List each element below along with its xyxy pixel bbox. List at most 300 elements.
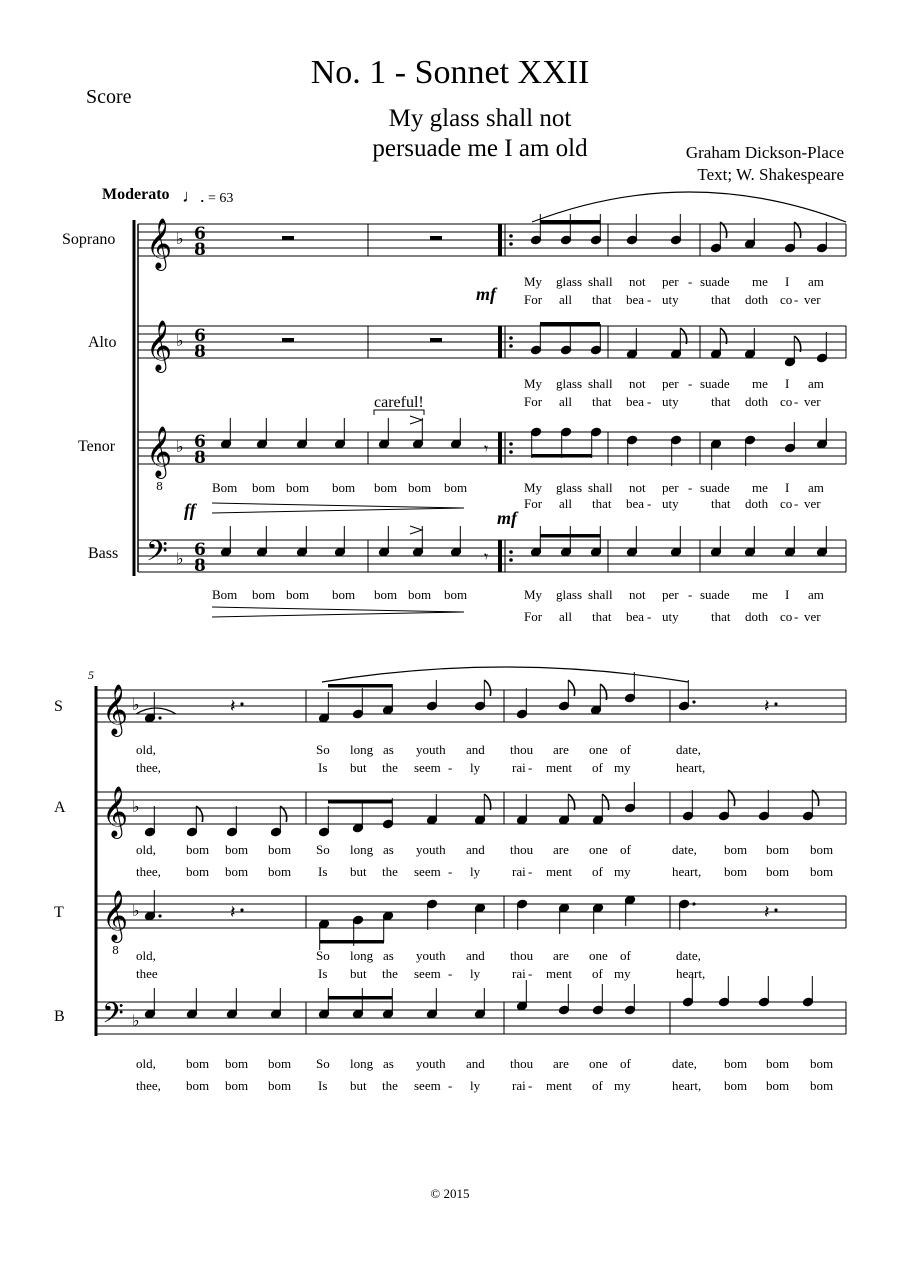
lyric-soprano-v2: ver bbox=[804, 292, 821, 307]
lyric-s2-bass-v2: - bbox=[528, 1078, 533, 1093]
lyric-s2-alto-v2: bom bbox=[186, 864, 210, 879]
slur bbox=[532, 192, 846, 222]
lyric-s2-tenor-v1: as bbox=[383, 948, 394, 963]
lyric-s2-soprano-v2: ly bbox=[470, 760, 481, 775]
treble-clef-icon: 𝄞 bbox=[102, 684, 129, 735]
lyric-s2-alto-v1: So bbox=[316, 842, 330, 857]
lyric-soprano-v1: suade bbox=[700, 274, 730, 289]
repeat-dot bbox=[509, 336, 513, 340]
lyric-tenor-v1: shall bbox=[588, 480, 613, 495]
lyric-s2-alto-v1: bom bbox=[225, 842, 249, 857]
lyric-s2-bass-v1: bom bbox=[268, 1056, 292, 1071]
key-flat-icon: ♭ bbox=[176, 549, 184, 568]
lyric-soprano-v1: shall bbox=[588, 274, 613, 289]
lyric-s2-bass-v1: thou bbox=[510, 1056, 534, 1071]
lyric-s2-tenor-v1: date, bbox=[676, 948, 701, 963]
lyric-bass-v1: glass bbox=[556, 587, 582, 602]
lyric-s2-soprano-v1: youth bbox=[416, 742, 446, 757]
lyric-soprano-v2: that bbox=[711, 292, 731, 307]
lyric-s2-tenor-v2: - bbox=[528, 966, 533, 981]
copyright-notice: © 2015 bbox=[430, 1186, 470, 1201]
lyric-s2-soprano-v1: long bbox=[350, 742, 374, 757]
lyric-tenor-v2: ver bbox=[804, 496, 821, 511]
decrescendo-hairpin bbox=[212, 508, 464, 513]
lyric-alto-v2: - bbox=[647, 394, 652, 409]
lyric-bass-v2: bea bbox=[626, 609, 645, 624]
lyric-s2-alto-v2: my bbox=[614, 864, 631, 879]
dynamic-ff-tenor: ff bbox=[184, 500, 196, 520]
lyric-tenor-bom: Bom bbox=[212, 480, 238, 495]
lyric-s2-tenor-v2: my bbox=[614, 966, 631, 981]
lyric-s2-alto-v1: old, bbox=[136, 842, 156, 857]
lyric-s2-bass-v2: bom bbox=[724, 1078, 748, 1093]
lyric-s2-bass-v1: bom bbox=[186, 1056, 210, 1071]
lyric-alto-v1: me bbox=[752, 376, 768, 391]
voice-label-bass: Bass bbox=[88, 545, 119, 562]
lyric-tenor-v1: My bbox=[524, 480, 543, 495]
lyric-soprano-v1: am bbox=[808, 274, 824, 289]
lyric-s2-soprano-v1: and bbox=[466, 742, 485, 757]
lyric-s2-alto-v2: Is bbox=[318, 864, 328, 879]
lyric-s2-bass-v1: bom bbox=[225, 1056, 249, 1071]
lyric-tenor-v1: glass bbox=[556, 480, 582, 495]
lyric-alto-v2: that bbox=[592, 394, 612, 409]
lyric-s2-tenor-v1: of bbox=[620, 948, 631, 963]
lyric-s2-bass-v1: So bbox=[316, 1056, 330, 1071]
lyric-bass-bom: bom bbox=[286, 587, 310, 602]
note-beam bbox=[540, 322, 600, 326]
treble-clef-icon: 𝄞 bbox=[146, 218, 173, 269]
decrescendo-hairpin bbox=[212, 503, 464, 508]
subtitle-line-1: My glass shall not bbox=[388, 105, 572, 132]
lyric-s2-bass-v1: are bbox=[553, 1056, 569, 1071]
lyric-s2-tenor-v2: of bbox=[592, 966, 603, 981]
lyric-bass-v2: uty bbox=[662, 609, 679, 624]
lyric-bass-v2: all bbox=[559, 609, 572, 624]
lyric-soprano-v2: that bbox=[592, 292, 612, 307]
lyric-s2-bass-v1: bom bbox=[766, 1056, 790, 1071]
lyric-s2-soprano-v1: So bbox=[316, 742, 330, 757]
lyric-s2-soprano-v2: of bbox=[592, 760, 603, 775]
lyric-s2-bass-v2: the bbox=[382, 1078, 398, 1093]
lyric-s2-soprano-v2: but bbox=[350, 760, 367, 775]
time-sig-bottom: 8 bbox=[194, 448, 206, 468]
lyric-bass-v2: that bbox=[592, 609, 612, 624]
lyric-s2-bass-v2: - bbox=[448, 1078, 453, 1093]
key-flat-icon: ♭ bbox=[176, 331, 184, 350]
decrescendo-hairpin bbox=[212, 612, 464, 617]
lyric-s2-alto-v2: seem bbox=[414, 864, 441, 879]
augmentation-dot bbox=[692, 902, 695, 905]
lyric-s2-soprano-v1: thou bbox=[510, 742, 534, 757]
lyric-bass-bom: bom bbox=[444, 587, 468, 602]
quarter-rest-icon: 𝄽 bbox=[230, 696, 236, 717]
key-flat-icon: ♭ bbox=[132, 1011, 140, 1030]
voice-label-t: T bbox=[54, 904, 64, 921]
lyric-s2-tenor-v1: and bbox=[466, 948, 485, 963]
lyric-soprano-v2: For bbox=[524, 292, 543, 307]
lyric-s2-alto-v2: heart, bbox=[672, 864, 702, 879]
lyric-alto-v1: My bbox=[524, 376, 543, 391]
lyric-s2-bass-v1: youth bbox=[416, 1056, 446, 1071]
treble-clef-icon: 𝄞 bbox=[102, 890, 129, 941]
note-beam bbox=[540, 220, 600, 224]
lyric-bass-v2: For bbox=[524, 609, 543, 624]
lyric-s2-soprano-v1: of bbox=[620, 742, 631, 757]
lyric-bass-v2: - bbox=[647, 609, 652, 624]
lyric-s2-tenor-v2: Is bbox=[318, 966, 328, 981]
measure-number: 5 bbox=[88, 668, 94, 682]
note-flag bbox=[568, 680, 574, 696]
lyric-alto-v1: I bbox=[785, 376, 790, 391]
lyric-alto-v1: - bbox=[688, 376, 693, 391]
lyric-soprano-v2: doth bbox=[745, 292, 769, 307]
note-flag bbox=[484, 680, 490, 696]
lyric-s2-bass-v2: bom bbox=[810, 1078, 834, 1093]
whole-rest-icon bbox=[430, 338, 442, 342]
lyric-s2-soprano-v2: thee, bbox=[136, 760, 161, 775]
repeat-dot bbox=[509, 550, 513, 554]
lyric-s2-tenor-v2: but bbox=[350, 966, 367, 981]
lyric-tenor-v1: me bbox=[752, 480, 768, 495]
key-flat-icon: ♭ bbox=[176, 437, 184, 456]
repeat-dot bbox=[509, 234, 513, 238]
lyric-s2-soprano-v1: date, bbox=[676, 742, 701, 757]
lyric-s2-bass-v1: old, bbox=[136, 1056, 156, 1071]
lyric-s2-tenor-v2: ment bbox=[546, 966, 572, 981]
note-beam bbox=[328, 996, 392, 1000]
lyric-s2-alto-v2: - bbox=[448, 864, 453, 879]
lyric-bass-bom: bom bbox=[332, 587, 356, 602]
lyric-s2-alto-v2: of bbox=[592, 864, 603, 879]
time-sig-top: 6 bbox=[194, 326, 206, 346]
page-title: No. 1 - Sonnet XXII bbox=[310, 54, 590, 91]
key-flat-icon: ♭ bbox=[132, 797, 140, 816]
lyric-s2-bass-v2: bom bbox=[186, 1078, 210, 1093]
lyric-s2-soprano-v1: old, bbox=[136, 742, 156, 757]
augmentation-dot bbox=[240, 702, 243, 705]
lyric-tenor-v2: co bbox=[780, 496, 793, 511]
lyric-s2-tenor-v2: - bbox=[448, 966, 453, 981]
lyric-soprano-v1: me bbox=[752, 274, 768, 289]
lyric-soprano-v2: bea bbox=[626, 292, 645, 307]
whole-rest-icon bbox=[430, 236, 442, 240]
note-beam bbox=[540, 534, 600, 538]
lyric-alto-v1: glass bbox=[556, 376, 582, 391]
repeat-dot bbox=[509, 442, 513, 446]
lyric-s2-alto-v2: - bbox=[528, 864, 533, 879]
augmentation-dot bbox=[158, 914, 161, 917]
lyric-s2-alto-v2: ly bbox=[470, 864, 481, 879]
lyric-s2-bass-v1: as bbox=[383, 1056, 394, 1071]
lyric-s2-alto-v2: rai bbox=[512, 864, 526, 879]
lyric-s2-tenor-v2: rai bbox=[512, 966, 526, 981]
quarter-rest-icon: 𝄽 bbox=[764, 696, 770, 717]
annotation-bracket bbox=[374, 410, 424, 415]
lyric-s2-tenor-v2: thee bbox=[136, 966, 158, 981]
lyric-s2-alto-v2: the bbox=[382, 864, 398, 879]
lyric-s2-bass-v2: of bbox=[592, 1078, 603, 1093]
lyric-tenor-v1: - bbox=[688, 480, 693, 495]
time-sig-top: 6 bbox=[194, 432, 206, 452]
slur bbox=[136, 708, 176, 714]
lyric-soprano-v1: not bbox=[629, 274, 646, 289]
lyric-soprano-v1: - bbox=[688, 274, 693, 289]
lyric-s2-soprano-v1: one bbox=[589, 742, 608, 757]
lyric-bass-bom: bom bbox=[252, 587, 276, 602]
note-beam bbox=[328, 684, 392, 688]
dotted-quarter-icon: ♩. bbox=[182, 186, 205, 206]
performance-annotation: careful! bbox=[374, 394, 424, 411]
whole-rest-icon bbox=[282, 236, 294, 240]
voice-label-alto: Alto bbox=[88, 334, 117, 351]
lyric-s2-bass-v2: ment bbox=[546, 1078, 572, 1093]
eighth-rest-icon: 𝄾 bbox=[484, 439, 489, 458]
repeat-thick-bar bbox=[498, 326, 502, 358]
lyric-s2-alto-v2: bom bbox=[225, 864, 249, 879]
lyric-s2-bass-v1: of bbox=[620, 1056, 631, 1071]
voice-label-b: B bbox=[54, 1008, 65, 1025]
augmentation-dot bbox=[240, 908, 243, 911]
lyric-s2-tenor-v1: thou bbox=[510, 948, 534, 963]
lyric-s2-tenor-v2: ly bbox=[470, 966, 481, 981]
lyric-s2-soprano-v2: heart, bbox=[676, 760, 706, 775]
lyric-bass-v2: doth bbox=[745, 609, 769, 624]
lyric-s2-soprano-v2: - bbox=[528, 760, 533, 775]
lyric-tenor-bom: bom bbox=[408, 480, 432, 495]
dynamic-mf-tenor: mf bbox=[497, 508, 517, 528]
treble-clef-icon: 𝄞 bbox=[102, 786, 129, 837]
lyric-s2-alto-v1: one bbox=[589, 842, 608, 857]
lyric-alto-v1: not bbox=[629, 376, 646, 391]
lyric-tenor-v2: - bbox=[647, 496, 652, 511]
lyric-tenor-v1: am bbox=[808, 480, 824, 495]
key-flat-icon: ♭ bbox=[132, 901, 140, 920]
augmentation-dot bbox=[774, 908, 777, 911]
eighth-rest-icon: 𝄾 bbox=[484, 547, 489, 566]
decrescendo-hairpin bbox=[212, 607, 464, 612]
lyric-s2-alto-v1: long bbox=[350, 842, 374, 857]
accent-mark bbox=[410, 526, 422, 534]
augmentation-dot bbox=[692, 700, 695, 703]
lyric-soprano-v1: I bbox=[785, 274, 790, 289]
lyric-s2-soprano-v2: ment bbox=[546, 760, 572, 775]
lyric-s2-tenor-v1: So bbox=[316, 948, 330, 963]
lyric-s2-soprano-v2: the bbox=[382, 760, 398, 775]
key-flat-icon: ♭ bbox=[176, 229, 184, 248]
time-sig-bottom: 8 bbox=[194, 342, 206, 362]
repeat-dot bbox=[509, 344, 513, 348]
lyric-tenor-v1: suade bbox=[700, 480, 730, 495]
lyric-s2-soprano-v2: seem bbox=[414, 760, 441, 775]
lyric-alto-v2: bea bbox=[626, 394, 645, 409]
lyric-soprano-v1: glass bbox=[556, 274, 582, 289]
lyric-bass-v1: suade bbox=[700, 587, 730, 602]
lyric-s2-soprano-v2: my bbox=[614, 760, 631, 775]
lyric-s2-tenor-v1: old, bbox=[136, 948, 156, 963]
lyric-alto-v1: per bbox=[662, 376, 679, 391]
lyric-bass-v1: am bbox=[808, 587, 824, 602]
note-beam bbox=[320, 940, 384, 944]
lyric-s2-bass-v2: thee, bbox=[136, 1078, 161, 1093]
bass-clef-icon: 𝄢 bbox=[102, 997, 124, 1037]
lyric-s2-alto-v1: bom bbox=[766, 842, 790, 857]
lyric-s2-bass-v1: one bbox=[589, 1056, 608, 1071]
lyric-s2-soprano-v2: Is bbox=[318, 760, 328, 775]
lyric-tenor-v2: all bbox=[559, 496, 572, 511]
lyric-s2-bass-v1: bom bbox=[724, 1056, 748, 1071]
lyric-s2-bass-v1: date, bbox=[672, 1056, 697, 1071]
key-flat-icon: ♭ bbox=[132, 695, 140, 714]
lyric-s2-bass-v2: seem bbox=[414, 1078, 441, 1093]
lyric-s2-alto-v1: as bbox=[383, 842, 394, 857]
lyric-alto-v2: uty bbox=[662, 394, 679, 409]
whole-rest-icon bbox=[282, 338, 294, 342]
repeat-dot bbox=[509, 242, 513, 246]
time-sig-top: 6 bbox=[194, 540, 206, 560]
lyric-bass-v1: not bbox=[629, 587, 646, 602]
lyric-s2-bass-v1: and bbox=[466, 1056, 485, 1071]
lyric-s2-alto-v2: ment bbox=[546, 864, 572, 879]
voice-label-a: A bbox=[54, 799, 66, 816]
quarter-rest-icon: 𝄽 bbox=[764, 902, 770, 923]
bass-clef-icon: 𝄢 bbox=[146, 535, 168, 575]
lyric-bass-v1: per bbox=[662, 587, 679, 602]
lyric-alto-v2: co bbox=[780, 394, 793, 409]
lyric-bass-v1: shall bbox=[588, 587, 613, 602]
lyric-bass-v1: I bbox=[785, 587, 790, 602]
time-sig-top: 6 bbox=[194, 224, 206, 244]
lyric-s2-alto-v1: thou bbox=[510, 842, 534, 857]
accent-mark bbox=[410, 416, 422, 424]
lyric-s2-bass-v1: bom bbox=[810, 1056, 834, 1071]
lyric-s2-alto-v2: thee, bbox=[136, 864, 161, 879]
repeat-dot bbox=[509, 558, 513, 562]
lyric-s2-soprano-v1: as bbox=[383, 742, 394, 757]
lyric-s2-tenor-v1: are bbox=[553, 948, 569, 963]
tempo-bpm: = 63 bbox=[208, 191, 234, 206]
lyric-s2-tenor-v2: the bbox=[382, 966, 398, 981]
time-sig-bottom: 8 bbox=[194, 556, 206, 576]
voice-label-s: S bbox=[54, 698, 63, 715]
lyric-s2-alto-v1: bom bbox=[268, 842, 292, 857]
note-beam bbox=[328, 800, 392, 804]
lyric-s2-bass-v2: bom bbox=[766, 1078, 790, 1093]
lyric-tenor-v1: per bbox=[662, 480, 679, 495]
lyric-tenor-v2: that bbox=[711, 496, 731, 511]
lyric-s2-bass-v2: my bbox=[614, 1078, 631, 1093]
lyric-tenor-v1: I bbox=[785, 480, 790, 495]
subtitle-line-2: persuade me I am old bbox=[372, 135, 588, 162]
dynamic-mf-soprano: mf bbox=[476, 284, 496, 304]
lyric-s2-tenor-v2: seem bbox=[414, 966, 441, 981]
lyric-s2-alto-v1: bom bbox=[724, 842, 748, 857]
lyric-tenor-bom: bom bbox=[374, 480, 398, 495]
lyric-bass-v1: My bbox=[524, 587, 543, 602]
lyric-s2-tenor-v2: heart, bbox=[676, 966, 706, 981]
lyric-tenor-bom: bom bbox=[252, 480, 276, 495]
lyric-soprano-v2: uty bbox=[662, 292, 679, 307]
lyric-bass-v1: me bbox=[752, 587, 768, 602]
lyric-s2-alto-v1: and bbox=[466, 842, 485, 857]
lyric-s2-bass-v2: bom bbox=[268, 1078, 292, 1093]
text-credit: Text; W. Shakespeare bbox=[697, 165, 844, 184]
lyric-bass-bom: Bom bbox=[212, 587, 238, 602]
voice-label-tenor: Tenor bbox=[78, 438, 116, 455]
lyric-soprano-v2: - bbox=[647, 292, 652, 307]
lyric-bass-bom: bom bbox=[374, 587, 398, 602]
lyric-alto-v2: doth bbox=[745, 394, 769, 409]
lyric-s2-bass-v2: but bbox=[350, 1078, 367, 1093]
lyric-s2-alto-v1: date, bbox=[672, 842, 697, 857]
lyric-s2-tenor-v1: youth bbox=[416, 948, 446, 963]
lyric-s2-bass-v1: long bbox=[350, 1056, 374, 1071]
lyric-s2-alto-v1: bom bbox=[186, 842, 210, 857]
lyric-soprano-v2: - bbox=[794, 292, 799, 307]
lyric-bass-v2: - bbox=[794, 609, 799, 624]
voice-label-soprano: Soprano bbox=[62, 231, 116, 248]
repeat-dot bbox=[509, 450, 513, 454]
lyric-s2-alto-v2: bom bbox=[766, 864, 790, 879]
tenor-8-marker: 8 bbox=[112, 944, 119, 957]
lyric-bass-v2: ver bbox=[804, 609, 821, 624]
augmentation-dot bbox=[774, 702, 777, 705]
lyric-s2-soprano-v2: - bbox=[448, 760, 453, 775]
lyric-s2-alto-v2: bom bbox=[810, 864, 834, 879]
lyric-tenor-bom: bom bbox=[332, 480, 356, 495]
lyric-soprano-v2: all bbox=[559, 292, 572, 307]
lyric-alto-v2: that bbox=[711, 394, 731, 409]
lyric-s2-bass-v2: rai bbox=[512, 1078, 526, 1093]
lyric-alto-v2: For bbox=[524, 394, 543, 409]
lyric-bass-v1: - bbox=[688, 587, 693, 602]
composer-name: Graham Dickson-Place bbox=[685, 143, 844, 162]
lyric-s2-bass-v2: bom bbox=[225, 1078, 249, 1093]
lyric-tenor-bom: bom bbox=[444, 480, 468, 495]
lyric-s2-tenor-v1: one bbox=[589, 948, 608, 963]
lyric-s2-alto-v2: but bbox=[350, 864, 367, 879]
lyric-tenor-v2: doth bbox=[745, 496, 769, 511]
score-label: Score bbox=[86, 86, 132, 108]
time-sig-bottom: 8 bbox=[194, 240, 206, 260]
lyric-tenor-v2: For bbox=[524, 496, 543, 511]
lyric-soprano-v1: per bbox=[662, 274, 679, 289]
lyric-soprano-v2: co bbox=[780, 292, 793, 307]
lyric-tenor-v2: bea bbox=[626, 496, 645, 511]
lyric-alto-v2: - bbox=[794, 394, 799, 409]
note-beam bbox=[532, 454, 592, 458]
augmentation-dot bbox=[158, 716, 161, 719]
lyric-bass-v2: that bbox=[711, 609, 731, 624]
lyric-soprano-v1: My bbox=[524, 274, 543, 289]
lyric-s2-alto-v1: bom bbox=[810, 842, 834, 857]
treble-clef-icon: 𝄞 bbox=[146, 426, 173, 477]
lyric-s2-soprano-v1: are bbox=[553, 742, 569, 757]
lyric-s2-alto-v2: bom bbox=[724, 864, 748, 879]
tempo-marking: Moderato bbox=[102, 186, 170, 203]
repeat-thick-bar bbox=[498, 540, 502, 572]
lyric-alto-v1: shall bbox=[588, 376, 613, 391]
slur bbox=[322, 667, 688, 682]
lyric-bass-bom: bom bbox=[408, 587, 432, 602]
lyric-s2-soprano-v2: rai bbox=[512, 760, 526, 775]
lyric-alto-v1: am bbox=[808, 376, 824, 391]
lyric-s2-bass-v2: Is bbox=[318, 1078, 328, 1093]
lyric-s2-bass-v2: ly bbox=[470, 1078, 481, 1093]
quarter-rest-icon: 𝄽 bbox=[230, 902, 236, 923]
lyric-tenor-bom: bom bbox=[286, 480, 310, 495]
lyric-alto-v2: all bbox=[559, 394, 572, 409]
